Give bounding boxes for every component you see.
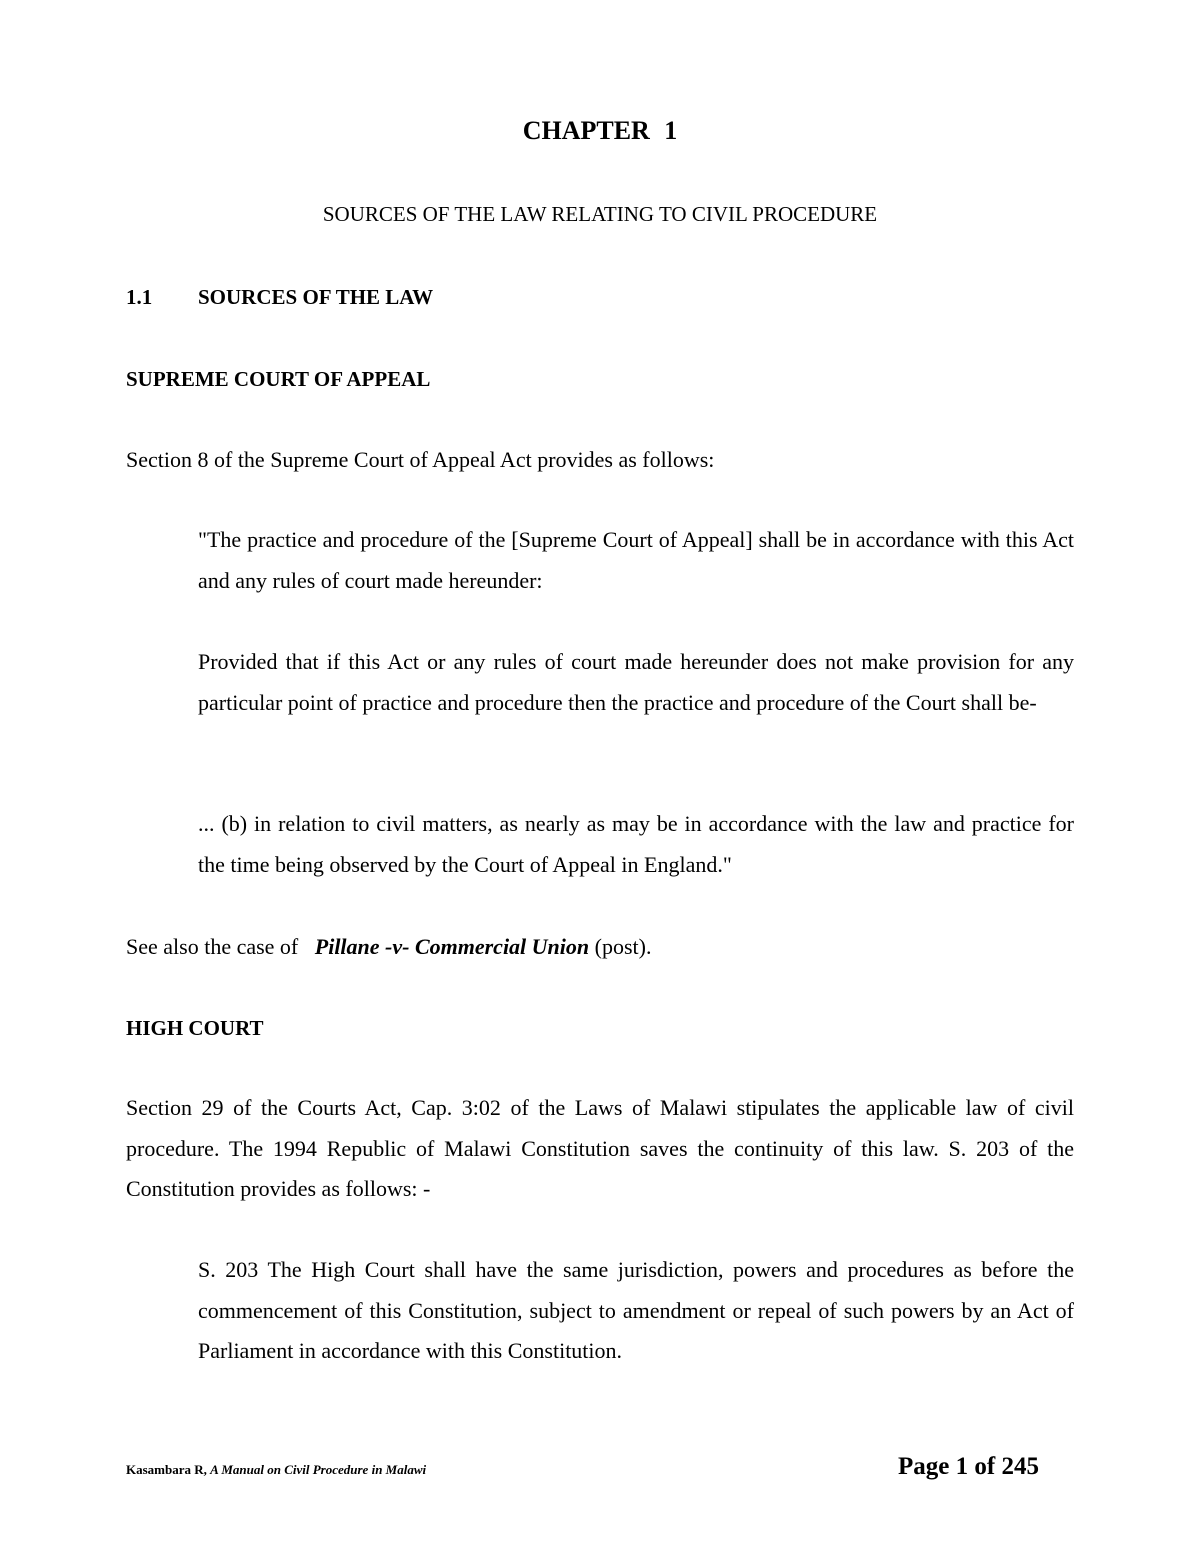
quote-paragraph-1: "The practice and procedure of the [Supreme Court of Appeal] shall be in accordance with this Act and any rules of court made hereunder: [198,527,1074,593]
footer-book-title: A Manual on Civil Procedure in Malawi [210,1462,427,1477]
chapter-subtitle: SOURCES OF THE LAW RELATING TO CIVIL PROCEDURE [322,202,878,226]
constitution-quote: S. 203 The High Court shall have the same jurisdiction, powers and procedures as before the commencement of this Constitution, subject to amendment or repeal of such powers by an Act of Parliament in accordance with this Constitution. [198,1257,1074,1363]
quote-paragraph-2: Provided that if this Act or any rules of court made hereunder does not make provision for any particular point of practice and procedure then the practice and procedure of the Court shall be- [198,649,1074,715]
case-name: Pillane -v- Commercial Union [314,934,590,959]
see-also-prefix: See also the case of [126,934,299,959]
supreme-court-intro: Section 8 of the Supreme Court of Appeal Act provides as follows: [126,447,715,472]
section-title: SOURCES OF THE LAW [198,285,434,309]
see-also-suffix: (post). [594,934,652,959]
section-number: 1.1 [126,285,153,309]
high-court-heading: HIGH COURT [126,1016,264,1040]
quote-paragraph-3: ... (b) in relation to civil matters, as nearly as may be in accordance with the law and practice for the time being observed by the Court of Appeal in England." [198,811,1074,877]
high-court-paragraph: Section 29 of the Courts Act, Cap. 3:02 of the Laws of Malawi stipulates the applicable law of civil procedure. The 1994 Republic of Malawi Constitution saves the continuity of this law. S. 203 of the Constitution provides as follows: - [126,1095,1074,1201]
footer-author: Kasambara R, [126,1462,207,1477]
page-number: Page 1 of 245 [898,1453,1039,1480]
see-also-line [126,934,651,960]
footer-citation [126,1462,426,1478]
chapter-title: CHAPTER 1 [522,116,678,145]
supreme-court-heading: SUPREME COURT OF APPEAL [126,367,431,391]
